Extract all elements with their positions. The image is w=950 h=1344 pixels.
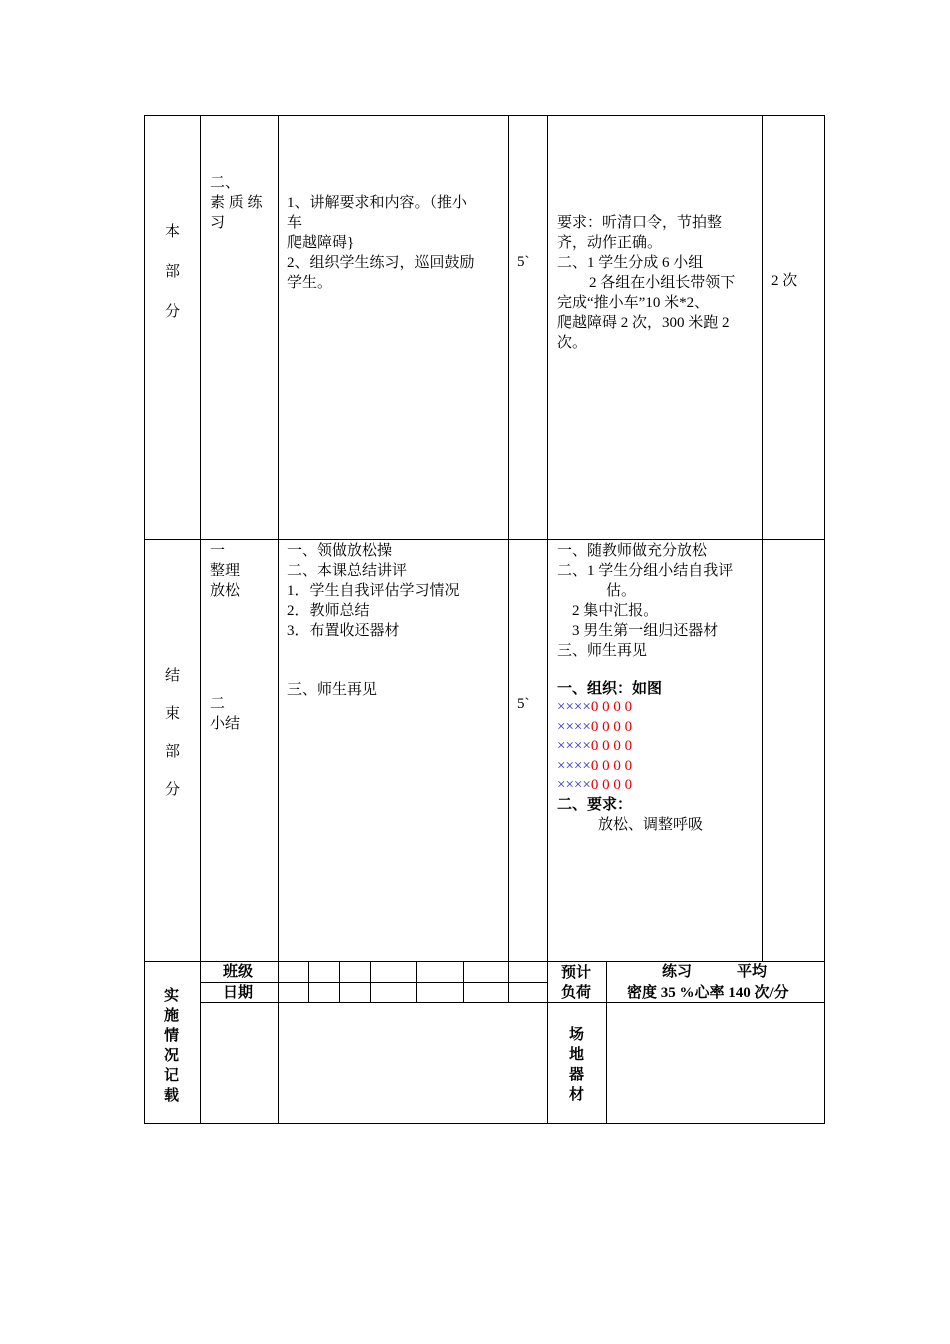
date-label: 日期	[223, 985, 254, 1001]
text-line: 二、1 学生分组小结自我评	[557, 563, 734, 579]
text-line: 估。	[606, 583, 637, 599]
label-char: 地	[569, 1047, 585, 1063]
label-char: 器	[569, 1067, 585, 1083]
table-border-bottom	[144, 1123, 825, 1124]
formation-diagram	[557, 698, 632, 796]
text-line: 一、随教师做充分放松	[557, 543, 708, 559]
table-border-top	[144, 115, 825, 116]
text-line: 二、本课总结讲评	[287, 563, 408, 579]
col-divider-1	[200, 115, 201, 1124]
equipment-label	[569, 1025, 584, 1105]
text-line: 爬越障碍}	[287, 235, 355, 251]
text-line: 2、组织学生练习，巡回鼓励	[287, 255, 475, 271]
end-time: 5`	[517, 696, 530, 712]
main-content-title	[210, 173, 263, 233]
text-line: 放松	[210, 583, 241, 599]
text-line: 完成“推小车”10 米*2、	[557, 295, 710, 311]
grid-col	[308, 961, 309, 1002]
text-line: 2．教师总结	[287, 603, 370, 619]
crosses: ××××	[557, 718, 591, 735]
text-line: 2 集中汇报。	[572, 603, 659, 619]
main-part-label	[165, 212, 180, 332]
load-value-line1: 练习 平均	[662, 964, 768, 980]
req-title: 二、要求：	[557, 797, 633, 813]
text-line: 习	[210, 215, 226, 231]
label-char: 施	[164, 1008, 180, 1024]
text-line: 一、领做放松操	[287, 543, 393, 559]
text-line: 2 各组在小组长带领下	[589, 275, 736, 291]
grid-col	[508, 961, 509, 1002]
text-line: 二、1 学生分成 6 小组	[557, 255, 704, 271]
class-label: 班级	[223, 964, 254, 980]
main-times: 2 次	[771, 273, 798, 289]
end-teacher-activity	[287, 541, 460, 641]
table-border-left	[144, 115, 145, 1124]
text-line: 三、师生再见	[557, 643, 648, 659]
text-line: 3 男生第一组归还器材	[572, 623, 719, 639]
col-divider-4	[547, 115, 548, 1124]
end-content-2	[210, 694, 240, 734]
circles: 0 0 0 0	[590, 757, 633, 774]
end-content-1	[210, 541, 240, 601]
crosses: ××××	[557, 777, 591, 793]
text-line: 次。	[557, 335, 588, 351]
label-char: 分	[165, 304, 181, 320]
org-title: 一、组织：如图	[557, 681, 663, 697]
text-line: 负荷	[561, 985, 592, 1001]
table-border-right	[824, 115, 825, 1124]
text-line: 学生。	[287, 275, 333, 291]
label-char: 场	[569, 1027, 585, 1043]
circles: 0 0 0 0	[590, 718, 633, 735]
label-char: 分	[165, 782, 181, 798]
label-char: 记	[164, 1068, 180, 1084]
grid-col	[416, 961, 417, 1002]
text-line: 要求：听清口令，节拍整	[557, 215, 723, 231]
grid-col	[463, 961, 464, 1002]
formation-row	[557, 757, 632, 777]
label-char: 况	[164, 1048, 180, 1064]
formation-row	[557, 737, 632, 757]
main-teacher-activity	[287, 193, 475, 293]
circles: 0 0 0 0	[590, 699, 633, 715]
req-text: 放松、调整呼吸	[598, 817, 704, 833]
load-label	[561, 963, 591, 1003]
load-col-divider	[606, 961, 607, 1124]
formation-row	[557, 776, 632, 796]
col-divider-5	[762, 115, 763, 961]
text-line: 预计	[561, 965, 592, 981]
text-line: 一	[210, 543, 226, 559]
grid-col	[370, 961, 371, 1002]
text-line: 整理	[210, 563, 241, 579]
end-student-activity	[557, 541, 733, 661]
label-char: 结	[165, 668, 181, 684]
text-line: 1、讲解要求和内容。（推小	[287, 195, 468, 211]
circles: 0 0 0 0	[590, 777, 633, 793]
label-char: 材	[569, 1087, 585, 1103]
label-char: 载	[164, 1088, 180, 1104]
load-value-line2: 密度 35 %心率 140 次/分	[627, 985, 789, 1001]
text-line: 齐，动作正确。	[557, 235, 663, 251]
text-line: 二	[210, 696, 226, 712]
text-line: 素 质 练	[210, 195, 263, 211]
text-line: 车	[287, 215, 303, 231]
label-char: 本	[165, 224, 181, 240]
col-divider-3	[508, 115, 509, 961]
formation-row	[557, 718, 632, 738]
label-char: 实	[164, 988, 180, 1004]
text-line: 二、	[210, 175, 241, 191]
row-divider-1	[144, 539, 825, 540]
crosses: ××××	[557, 757, 591, 774]
end-teacher-farewell: 三、师生再见	[287, 682, 378, 698]
text-line: 小结	[210, 716, 241, 732]
label-char: 部	[165, 744, 181, 760]
grid-col	[339, 961, 340, 1002]
col-divider-2	[278, 115, 279, 1124]
text-line: 1．学生自我评估学习情况	[287, 583, 460, 599]
main-student-activity	[557, 213, 735, 353]
circles: 0 0 0 0	[590, 738, 633, 754]
label-char: 束	[165, 706, 181, 722]
label-char: 情	[164, 1028, 180, 1044]
label-char: 部	[165, 264, 181, 280]
text-line: 3．布置收还器材	[287, 623, 400, 639]
formation-row	[557, 698, 632, 718]
record-label	[164, 986, 179, 1106]
crosses: ××××	[557, 699, 591, 715]
end-part-label	[165, 657, 180, 809]
crosses: ××××	[557, 738, 591, 754]
main-time: 5`	[517, 254, 530, 270]
text-line: 爬越障碍 2 次，300 米跑 2	[557, 315, 730, 331]
